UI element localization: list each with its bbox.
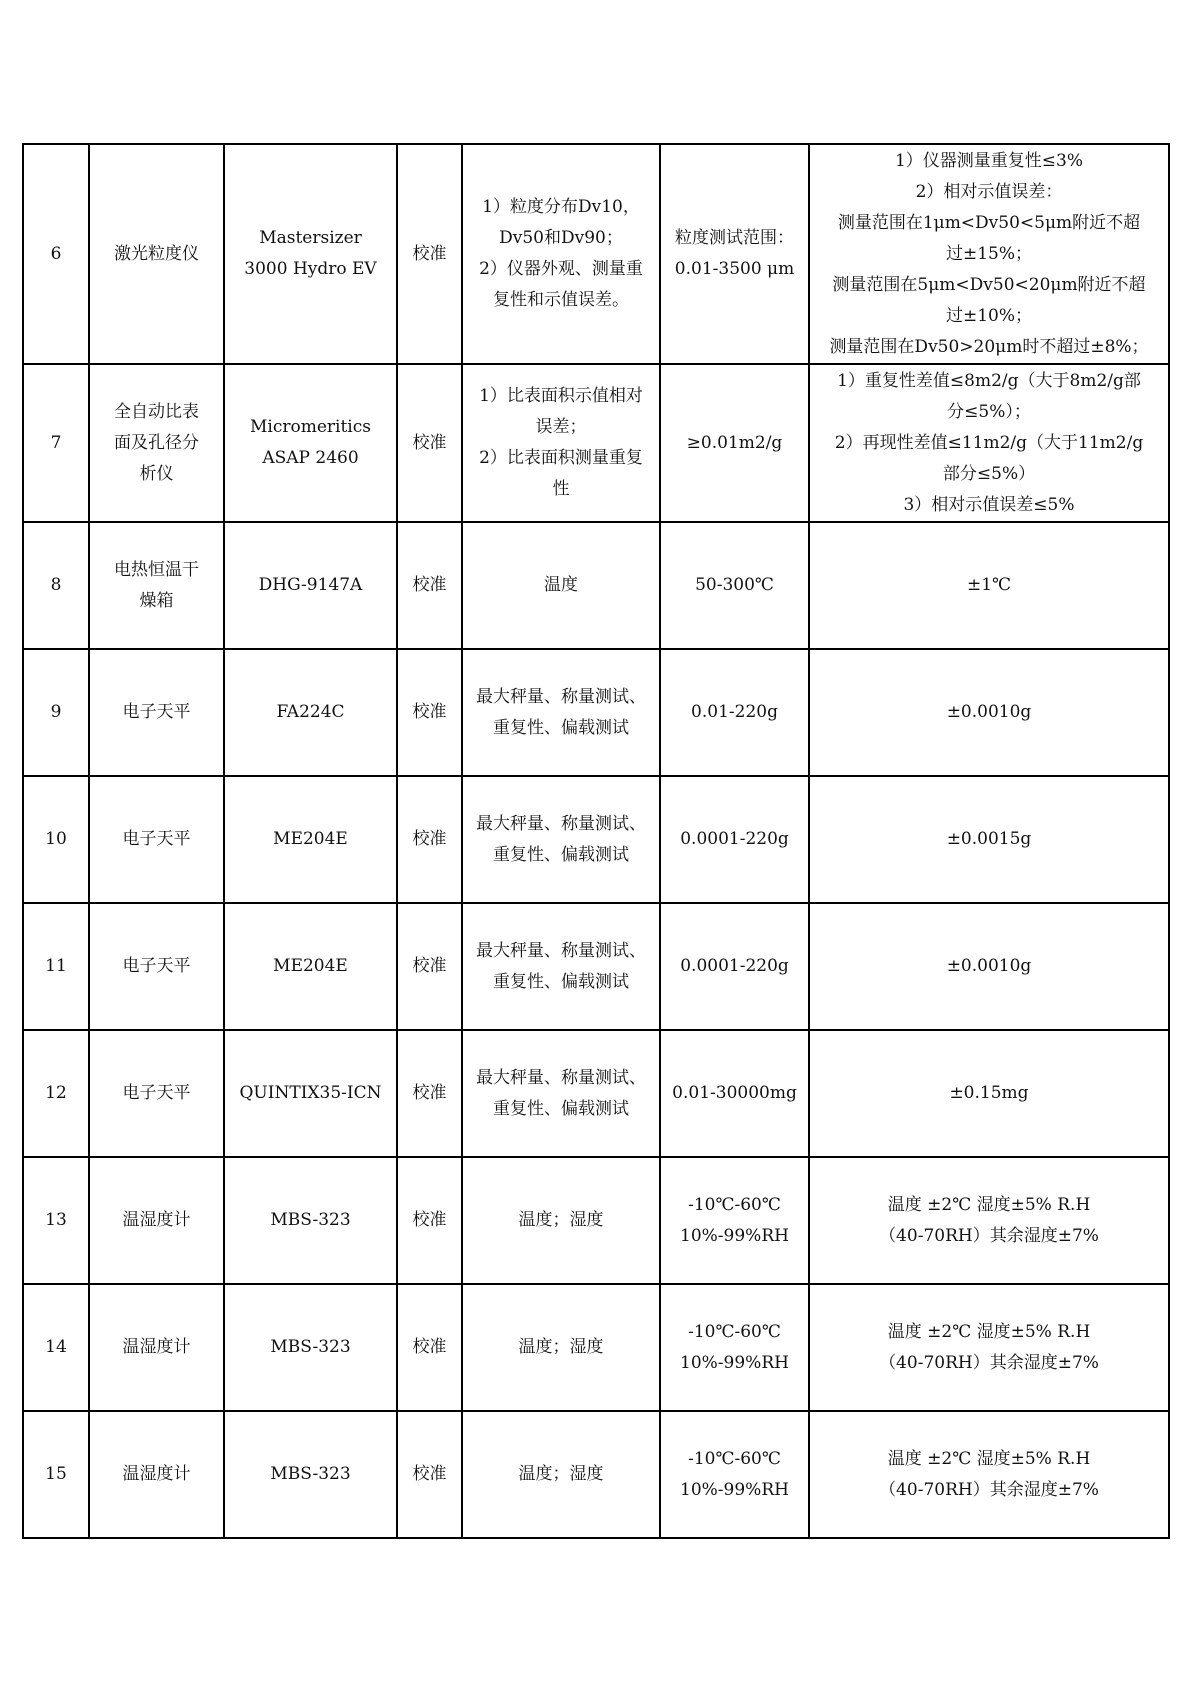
cell-text-line: 温度；湿度 — [518, 1337, 604, 1357]
cell-model — [224, 522, 397, 649]
table-row — [23, 1030, 1169, 1157]
cell-text: 校准 — [412, 702, 447, 722]
table-row — [23, 1411, 1169, 1538]
cell-text-line: 重复性、偏载测试 — [493, 1098, 629, 1119]
cell-number — [23, 144, 89, 364]
cell-text: 6 — [50, 243, 62, 264]
cell-model — [224, 364, 397, 522]
cell-accuracy — [809, 1030, 1169, 1157]
cell-calibration-items — [462, 1030, 660, 1157]
cell-text-line: 1）仪器测量重复性≤3% — [894, 150, 1084, 171]
cell-text-line: 1）比表面积示值相对 — [479, 386, 643, 406]
cell-text-line: 温度 ±2℃ 湿度±5% R.H — [887, 1194, 1091, 1215]
cell-text-line: 2）比表面积测量重复 — [479, 448, 643, 468]
cell-text: 校准 — [412, 829, 447, 849]
cell-text-line: 温度 ±2℃ 湿度±5% R.H — [887, 1448, 1091, 1469]
cell-text-line: 0.01-220g — [691, 702, 778, 722]
cell-text-line: 1）粒度分布Dv10， — [482, 197, 640, 217]
cell-text: 7 — [50, 432, 62, 453]
cell-text-line: 温湿度计 — [122, 1464, 191, 1484]
cell-verification-type — [397, 1030, 462, 1157]
cell-accuracy — [809, 1284, 1169, 1411]
cell-text-line: -10℃-60℃ — [688, 1448, 781, 1469]
cell-number — [23, 1157, 89, 1284]
cell-instrument-name — [89, 144, 224, 364]
cell-measuring-range — [660, 522, 809, 649]
cell-text-line: 部分≤5%） — [942, 463, 1036, 484]
cell-text-line: Mastersizer — [259, 228, 362, 248]
cell-text-line: 最大秤量、称量测试、 — [476, 686, 646, 707]
cell-text-line: 分≤5%）； — [947, 401, 1031, 422]
cell-text-line: QUINTIX35-ICN — [239, 1083, 382, 1103]
cell-text: 校准 — [412, 1337, 447, 1357]
cell-verification-type — [397, 144, 462, 364]
cell-text: 校准 — [412, 243, 447, 264]
cell-verification-type — [397, 364, 462, 522]
cell-verification-type — [397, 1411, 462, 1538]
cell-text-line: 2）相对示值误差： — [915, 181, 1063, 202]
cell-text-line: ME204E — [273, 956, 348, 976]
cell-text-line: ≥0.01m2/g — [686, 432, 783, 453]
cell-measuring-range — [660, 1411, 809, 1538]
cell-text-line: 电热恒温干 — [114, 559, 199, 580]
cell-text-line: MBS-323 — [270, 1464, 351, 1484]
cell-verification-type — [397, 1284, 462, 1411]
cell-calibration-items — [462, 903, 660, 1030]
cell-text-line: 0.0001-220g — [680, 829, 789, 849]
cell-calibration-items — [462, 522, 660, 649]
cell-number — [23, 649, 89, 776]
cell-text-line: 激光粒度仪 — [114, 243, 199, 264]
cell-instrument-name — [89, 1030, 224, 1157]
cell-number — [23, 364, 89, 522]
cell-measuring-range — [660, 1284, 809, 1411]
cell-text-line: 3000 Hydro EV — [244, 259, 377, 279]
cell-text-line: 燥箱 — [139, 590, 174, 611]
cell-text-line: FA224C — [276, 702, 345, 722]
cell-accuracy — [809, 364, 1169, 522]
cell-text-line: 重复性、偏载测试 — [493, 717, 629, 738]
cell-text-line: 粒度测试范围： — [675, 228, 794, 248]
cell-model — [224, 903, 397, 1030]
calibration-table — [22, 143, 1170, 1539]
cell-verification-type — [397, 776, 462, 903]
cell-number — [23, 903, 89, 1030]
cell-text-line: 温湿度计 — [122, 1210, 191, 1230]
cell-text-line: 测量范围在Dv50>20μm时不超过±8%； — [829, 336, 1149, 357]
cell-calibration-items — [462, 144, 660, 364]
cell-measuring-range — [660, 776, 809, 903]
cell-text-line: 最大秤量、称量测试、 — [476, 940, 646, 961]
cell-text: 9 — [50, 702, 62, 722]
cell-measuring-range — [660, 144, 809, 364]
cell-text-line: 1）重复性差值≤8m2/g（大于8m2/g部 — [837, 370, 1141, 391]
cell-text-line: 2）仪器外观、测量重 — [479, 259, 643, 279]
cell-model — [224, 1411, 397, 1538]
cell-accuracy — [809, 1157, 1169, 1284]
cell-instrument-name — [89, 903, 224, 1030]
cell-measuring-range — [660, 649, 809, 776]
cell-text-line: ME204E — [273, 829, 348, 849]
cell-verification-type — [397, 903, 462, 1030]
cell-calibration-items — [462, 1157, 660, 1284]
cell-model — [224, 144, 397, 364]
cell-number — [23, 1284, 89, 1411]
cell-accuracy — [809, 776, 1169, 903]
cell-text-line: 0.0001-220g — [680, 956, 789, 976]
cell-measuring-range — [660, 364, 809, 522]
cell-text-line: 重复性、偏载测试 — [493, 844, 629, 865]
cell-text-line: DHG-9147A — [258, 575, 363, 595]
cell-text-line: 最大秤量、称量测试、 — [476, 1067, 646, 1088]
cell-text: 校准 — [412, 956, 447, 976]
table-row — [23, 1284, 1169, 1411]
cell-instrument-name — [89, 1411, 224, 1538]
cell-text-line: ±0.15mg — [949, 1083, 1029, 1103]
cell-measuring-range — [660, 903, 809, 1030]
cell-accuracy — [809, 649, 1169, 776]
cell-text-line: ±0.0015g — [946, 829, 1032, 849]
cell-text-line: 面及孔径分 — [114, 432, 199, 453]
cell-text-line: 重复性、偏载测试 — [493, 971, 629, 992]
cell-instrument-name — [89, 522, 224, 649]
cell-accuracy — [809, 903, 1169, 1030]
cell-text-line: 复性和示值误差。 — [493, 290, 629, 310]
table-row — [23, 776, 1169, 903]
cell-calibration-items — [462, 364, 660, 522]
cell-text: 15 — [45, 1464, 67, 1484]
cell-verification-type — [397, 649, 462, 776]
table-body — [23, 144, 1169, 1538]
cell-text-line: 析仪 — [139, 463, 174, 484]
table-row — [23, 522, 1169, 649]
table-row — [23, 364, 1169, 522]
cell-verification-type — [397, 522, 462, 649]
cell-text-line: -10℃-60℃ — [688, 1194, 781, 1215]
cell-text: 8 — [50, 575, 62, 595]
cell-text: 13 — [45, 1210, 67, 1230]
cell-instrument-name — [89, 649, 224, 776]
cell-measuring-range — [660, 1030, 809, 1157]
cell-text-line: 全自动比表 — [114, 401, 199, 422]
cell-calibration-items — [462, 776, 660, 903]
cell-text-line: ±0.0010g — [946, 956, 1032, 976]
cell-text-line: ±1℃ — [966, 575, 1012, 595]
cell-number — [23, 776, 89, 903]
cell-text: 校准 — [412, 1464, 447, 1484]
cell-accuracy — [809, 144, 1169, 364]
cell-text-line: 3）相对示值误差≤5% — [903, 494, 1075, 515]
cell-text-line: 性 — [552, 479, 570, 499]
cell-text: 12 — [45, 1083, 67, 1103]
cell-calibration-items — [462, 649, 660, 776]
cell-text: 10 — [45, 829, 67, 849]
cell-verification-type — [397, 1157, 462, 1284]
cell-text-line: （40-70RH）其余湿度±7% — [879, 1225, 1099, 1246]
cell-accuracy — [809, 1411, 1169, 1538]
cell-text-line: 电子天平 — [122, 956, 191, 976]
cell-text-line: 0.01-3500 μm — [674, 259, 795, 279]
table-row — [23, 144, 1169, 364]
cell-text-line: 最大秤量、称量测试、 — [476, 813, 646, 834]
cell-text-line: 误差； — [535, 417, 587, 437]
cell-text-line: 0.01-30000mg — [672, 1083, 797, 1103]
cell-measuring-range — [660, 1157, 809, 1284]
cell-model — [224, 1030, 397, 1157]
cell-text: 校准 — [412, 432, 447, 453]
cell-instrument-name — [89, 364, 224, 522]
cell-text: 校准 — [412, 575, 447, 595]
cell-text-line: 过±10%； — [945, 305, 1033, 326]
cell-text-line: 温度 ±2℃ 湿度±5% R.H — [887, 1321, 1091, 1342]
cell-text-line: Micromeritics — [250, 417, 371, 437]
cell-text-line: -10℃-60℃ — [688, 1321, 781, 1342]
cell-instrument-name — [89, 776, 224, 903]
cell-calibration-items — [462, 1411, 660, 1538]
cell-text-line: 50-300℃ — [695, 575, 774, 595]
cell-text-line: 10%-99%RH — [680, 1352, 789, 1373]
cell-instrument-name — [89, 1284, 224, 1411]
cell-number — [23, 1411, 89, 1538]
cell-text-line: （40-70RH）其余湿度±7% — [879, 1479, 1099, 1500]
cell-text-line: 温湿度计 — [122, 1337, 191, 1357]
cell-model — [224, 649, 397, 776]
cell-text-line: 电子天平 — [122, 829, 191, 849]
cell-instrument-name — [89, 1157, 224, 1284]
cell-calibration-items — [462, 1284, 660, 1411]
cell-model — [224, 1284, 397, 1411]
table-row — [23, 903, 1169, 1030]
cell-text-line: 2）再现性差值≤11m2/g（大于11m2/g — [834, 432, 1144, 453]
cell-text: 校准 — [412, 1083, 447, 1103]
cell-model — [224, 1157, 397, 1284]
cell-text-line: 温度 — [544, 575, 578, 595]
cell-model — [224, 776, 397, 903]
cell-text-line: 测量范围在1μm<Dv50<5μm附近不超 — [837, 212, 1141, 233]
cell-text-line: 10%-99%RH — [680, 1479, 789, 1500]
cell-accuracy — [809, 522, 1169, 649]
cell-text-line: MBS-323 — [270, 1210, 351, 1230]
cell-text: 14 — [45, 1337, 67, 1357]
cell-text-line: 测量范围在5μm<Dv50<20μm附近不超 — [832, 274, 1146, 295]
cell-text: 校准 — [412, 1210, 447, 1230]
table-row — [23, 649, 1169, 776]
table-row — [23, 1157, 1169, 1284]
cell-text-line: MBS-323 — [270, 1337, 351, 1357]
cell-text-line: （40-70RH）其余湿度±7% — [879, 1352, 1099, 1373]
cell-text-line: 电子天平 — [122, 702, 191, 722]
cell-text-line: 10%-99%RH — [680, 1225, 789, 1246]
cell-text-line: 温度；湿度 — [518, 1210, 604, 1230]
cell-number — [23, 522, 89, 649]
cell-text-line: ±0.0010g — [946, 702, 1032, 722]
cell-text-line: 温度；湿度 — [518, 1464, 604, 1484]
cell-text-line: Dv50和Dv90； — [499, 228, 623, 248]
cell-text-line: ASAP 2460 — [262, 448, 359, 468]
cell-text-line: 电子天平 — [122, 1083, 191, 1103]
cell-text-line: 过±15%； — [945, 243, 1033, 264]
cell-number — [23, 1030, 89, 1157]
cell-text: 11 — [45, 956, 67, 976]
